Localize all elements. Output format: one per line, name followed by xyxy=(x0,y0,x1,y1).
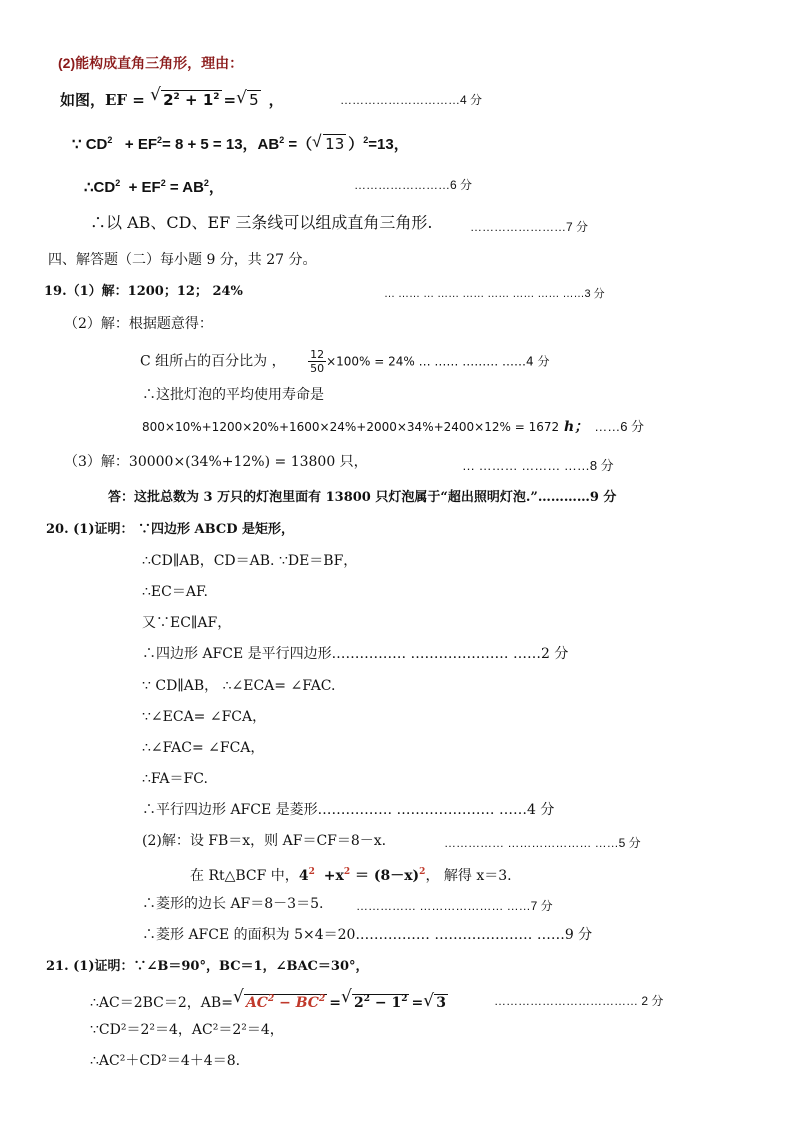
q18-ef-line xyxy=(60,88,284,109)
q18-ef-result-sqrt xyxy=(236,91,261,109)
q21-ab-sqrt xyxy=(233,990,327,1012)
q18-sum-score: ……………………6 分 xyxy=(354,178,473,192)
q21-rad-minus: − xyxy=(274,995,296,1011)
sup: 2 xyxy=(279,135,285,145)
q20-line-14: ∴菱形 AFCE 的面积为 5×4＝20.…………… ………………… ……9 分 xyxy=(142,927,593,943)
q19-frac-num: 12 xyxy=(310,348,325,361)
q18-ef-sqrt xyxy=(150,88,221,109)
q20-line-3: ∴EC＝AF. xyxy=(142,584,208,600)
q18-ef-score: …………………………4 分 xyxy=(340,93,483,107)
q20-line-11-score: …………… ………………… ……5 分 xyxy=(444,836,641,850)
q18-ef-prefix: 如图，EF = xyxy=(60,91,151,109)
q21-line-2 xyxy=(90,990,450,1012)
q18-cd-f: =13， xyxy=(368,136,409,153)
q20-rt-solve: ， 解得 x＝3. xyxy=(425,868,512,884)
q19-part3: （3）解：30000×(34%+12%) = 13800 只， xyxy=(64,454,368,470)
q19-c-text: C 组所占的百分比为 ， xyxy=(140,353,286,370)
q18-ef-rad-b: 1 xyxy=(202,91,214,109)
q21-result: 3 xyxy=(436,995,446,1011)
q18-sum-a: ∴CD xyxy=(84,179,116,196)
q18-ef-result: 5 xyxy=(249,91,259,109)
q20-line-12 xyxy=(190,863,512,885)
q18-cd-a: ∵ CD xyxy=(72,136,108,153)
q18-ef-tail: ， xyxy=(268,91,284,109)
q19-calc-line xyxy=(142,418,644,436)
q18-cd-d: =（ xyxy=(284,136,313,153)
q21-result-sqrt xyxy=(423,994,448,1012)
q20-line-1: 20. (1)证明： ∵四边形 ABCD 是矩形， xyxy=(46,522,295,537)
q20-line-9: ∴FA＝FC. xyxy=(142,771,208,787)
q20-line-7: ∵∠ECA= ∠FCA， xyxy=(142,709,267,725)
q18-ef-rad-plus: + xyxy=(179,91,203,109)
q21-num-sqrt xyxy=(341,990,410,1012)
q21-eq2: = xyxy=(411,995,424,1011)
sup: 2 xyxy=(318,994,326,1004)
sup: 2 xyxy=(157,135,163,145)
q18-cd-e: ） xyxy=(348,136,364,153)
q19-part2-c-line xyxy=(140,348,550,375)
q20-line-10: ∴平行四边形 AFCE 是菱形.…………… ………………… ……4 分 xyxy=(142,802,555,818)
q20-line-11: (2)解：设 FB＝x，则 AF＝CF＝8－x. xyxy=(142,833,387,849)
sup: 2 xyxy=(419,867,426,877)
q19-calc-score: ……6 分 xyxy=(594,419,645,434)
q18-ef-rad-a: 2 xyxy=(163,91,174,109)
q19-frac-den: 50 xyxy=(310,362,325,375)
sup: 2 xyxy=(401,994,408,1004)
q18-conclusion-score: ……………………7 分 xyxy=(470,220,589,234)
q20-line-4: 又∵EC∥AF， xyxy=(142,615,232,631)
q21-eq: = xyxy=(329,995,341,1011)
q18-sum-c: = AB xyxy=(165,179,204,196)
sup: 2 xyxy=(173,92,180,102)
q20-line-13-score: …………… ………………… ……7 分 xyxy=(356,899,553,913)
q21-line-1: 21. (1)证明：∵∠B＝90°，BC＝1，∠BAC＝30°， xyxy=(46,959,369,974)
q18-ef-eq: = xyxy=(223,91,237,109)
q18-cd-b: + EF xyxy=(124,136,158,153)
q20-line-8: ∴∠FAC= ∠FCA， xyxy=(142,740,265,756)
q21-rad-ac: AC xyxy=(245,995,268,1011)
sup: 2 xyxy=(343,867,351,877)
q19-avg-text: ∴这批灯泡的平均使用寿命是 xyxy=(142,387,324,403)
sup: 2 xyxy=(107,135,113,145)
q19-part1: 19.（1）解：1200；12； 24% xyxy=(44,284,243,299)
q18-part2-title: (2)能构成直角三角形，理由： xyxy=(58,55,244,71)
q20-line-13: ∴菱形的边长 AF＝8－3＝5. xyxy=(142,896,324,912)
q20-rt-x: +x xyxy=(323,868,344,884)
q18-cd-rad: 13 xyxy=(325,135,345,153)
q18-cd-c: = 8 + 5 = 13，AB xyxy=(162,136,280,153)
section4-heading: 四、解答题（二）每小题 9 分，共 27 分。 xyxy=(48,252,317,268)
q21-line-3: ∵CD²＝2²＝4，AC²＝2²＝4， xyxy=(90,1022,284,1038)
q21-ab-prefix: ∴AC＝2BC＝2，AB= xyxy=(90,995,233,1011)
q21-rad2-b: 1 xyxy=(391,995,402,1011)
q19-frac-tail: ×100% = 24% … …… ……… ……4 分 xyxy=(326,354,550,369)
q20-line-6: ∵ CD∥AB， ∴∠ECA= ∠FAC. xyxy=(142,678,336,694)
q21-rad-bc: BC xyxy=(295,995,319,1011)
q18-cd-sqrt xyxy=(312,135,346,154)
q19-part1-score: … …… … …… …… …… …… …… ……3 分 xyxy=(384,288,605,300)
q18-cd-line xyxy=(72,131,409,154)
q20-rt-prefix: 在 Rt△BCF 中， xyxy=(190,868,299,884)
sup: 2 xyxy=(203,178,209,188)
sup: 2 xyxy=(160,178,166,188)
q21-line-4: ∴AC²＋CD²＝4＋4＝8. xyxy=(90,1053,241,1069)
q20-line-2: ∴CD∥AB，CD＝AB. ∵DE＝BF， xyxy=(142,553,358,569)
q18-sum-d: ， xyxy=(208,179,224,196)
q19-unit: h； xyxy=(559,419,589,435)
sup: 2 xyxy=(308,867,315,877)
q20-line-5: ∴四边形 AFCE 是平行四边形.…………… ………………… ……2 分 xyxy=(142,646,569,662)
sup: 2 xyxy=(363,994,370,1004)
sup: 2 xyxy=(115,178,121,188)
q19-fraction xyxy=(308,348,326,375)
q21-rad2-a: 2 xyxy=(353,995,364,1011)
sup: 2 xyxy=(267,994,275,1004)
q18-sum-line xyxy=(84,174,224,197)
q21-line-2-score: ……………………………… 2 分 xyxy=(494,994,664,1008)
sup: 2 xyxy=(213,92,220,102)
q19-part2-head: （2）解：根据题意得： xyxy=(64,316,213,332)
sup: 2 xyxy=(363,135,369,145)
q19-answer: 答：这批总数为 3 万只的灯泡里面有 13800 只灯泡属于“超出照明灯泡.”…………9 分 xyxy=(108,490,617,505)
q19-part3-score: … ……… ……… ……8 分 xyxy=(462,458,614,473)
q18-conclusion: ∴以 AB、CD、EF 三条线可以组成直角三角形. xyxy=(90,213,433,232)
q20-rt-rhs: ＝ (8－x) xyxy=(350,868,420,884)
q19-calc: 800×10%+1200×20%+1600×24%+2000×34%+2400×12% = 1672 xyxy=(142,420,560,434)
q20-rt-four: 4 xyxy=(298,868,309,884)
q18-sum-b: + EF xyxy=(128,179,161,196)
q21-rad2-minus: − xyxy=(369,995,392,1011)
